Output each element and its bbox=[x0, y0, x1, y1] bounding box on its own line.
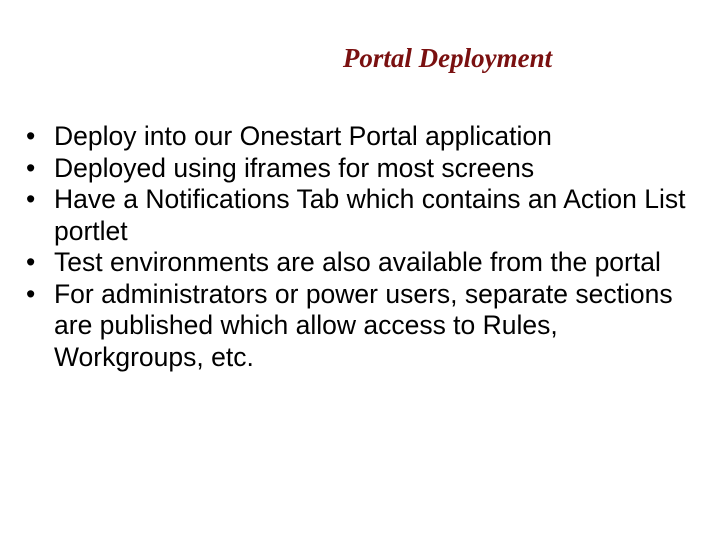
bullet-marker: • bbox=[26, 184, 36, 214]
bullet-text: Test environments are also available from the portal bbox=[54, 247, 661, 277]
bullet-marker: • bbox=[26, 152, 36, 183]
bullet-text: Deployed using iframes for most screens bbox=[54, 152, 535, 183]
slide-title: Portal Deployment bbox=[342, 43, 553, 73]
bullet-marker: • bbox=[26, 247, 36, 277]
bullet-item bbox=[26, 153, 706, 185]
bullet-item bbox=[26, 247, 706, 279]
bullet-list bbox=[26, 121, 706, 373]
bullet-item bbox=[26, 184, 706, 247]
bullet-item bbox=[26, 121, 706, 153]
bullet-text: Deploy into our Onestart Portal application bbox=[54, 121, 552, 151]
bullet-marker: • bbox=[26, 121, 36, 151]
bullet-marker: • bbox=[26, 278, 36, 309]
bullet-item bbox=[26, 279, 706, 374]
bullet-text: For administrators or power users, separate sections are published which allow access to Rules, Workgroups, etc. bbox=[54, 278, 673, 372]
bullet-text: Have a Notifications Tab which contains an Action List portlet bbox=[54, 184, 686, 246]
